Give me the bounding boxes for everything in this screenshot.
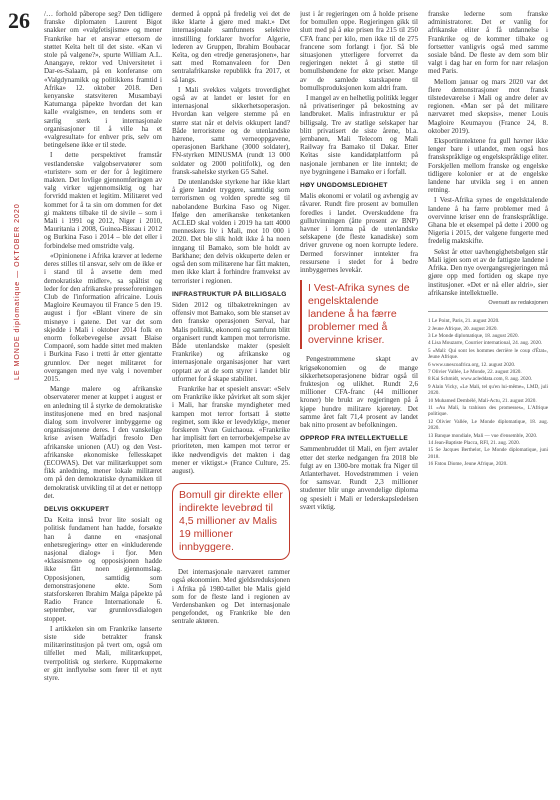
paragraph: De utenlandske styrkene har ikke klart å gjøre landet tryggere, samtidig som terrorismen og volden spredte seg til nabolandene Burkina Faso og Niger. Ifølge den amerikanske tenketanken ACLED skal volden i 2019 ha tatt 4000 menneskers liv i Mali, mot 10 000 i 2020. Det ble slik holdt ikke å ha noen inngang til Bamako, som ble holdt av Barkhane; den delvis okkuperte delen er også den som militærene har fått makten, men ikke klart å forhindre framvekst av terrorister i regionen. bbox=[172, 178, 290, 285]
section-heading: HØY UNGDOMSLEDIGHET bbox=[300, 182, 388, 190]
footnote: 4 Lisa Mouzarre, Courrier international, 24. aug. 2020. bbox=[428, 340, 543, 347]
paragraph: Frankrike har et spesielt ansvar: «Selv om Frankrike ikke påvirket alt som skjer i Mali, har franske myndigheter med kampen mot terror fortsatt å støtte regimet, som ikke er levedyktig», mener forskeren Yvan Guichaoua. «Frankrike har implisitt ført en terrorbekjempelse av prioriteten, men kampen mot terror er ikke nødvendigvis det makten i dag mener er viktigst.» (France Culture, 25. august). bbox=[172, 384, 290, 475]
footnote: 2 Jeune Afrique, 20. august 2020. bbox=[428, 325, 498, 332]
paragraph: Sammenbruddet til Mali, en fjerr avtaler etter det sterke nedgangen fra 2018 ble fulgt av en 1300-bre mottak fra Niger til Atlanterhavet. Hovedstrømmen i veien for samsvar. Rundt 2,3 millioner studenter blir unge anvendelige diploma og spesielt i Mali er lederskapsledelsen svært viktig. bbox=[300, 445, 418, 511]
footnote: 8 Kai Schmidt, www.acleddata.com, 8. aug. 2020. bbox=[428, 376, 533, 383]
paragraph: I Vest-Afrika synes de engelsktalende landene å ha færre problemer med å overvinne kriser enn de franskspråklige. Ghana ble et eksempel på dette i 2000 og Nigeria i 2015, der valgene fungerte med fredelig maktskifte. bbox=[428, 196, 548, 246]
pull-quote: I Vest-Afrika synes de engelsktalende landene å ha færre problemer med å overvinne kriser. bbox=[300, 280, 418, 349]
paragraph: Da Keita innså hvor lite sosialt og politisk fundament han hadde, forsøkte han å danne en «nasjonal enhetsregjering» etter en «inkluderende nasjonal dialog» i fjor. Men «klassismen» og opposisjonen hadde ikke fått noen gjennomslag. Opposisjonen, samtidig som demonstrasjonene økte. Som statsforskeren Ibrahim Maïga påpekte på Radio France Internationale 6. september, var grunnlovsdialogen stoppet. bbox=[44, 516, 162, 623]
footnote: 5 «Mali: Qui sont les hommes derrière le coup d'État», Jeune Afrique. bbox=[428, 347, 548, 361]
paragraph: Siden 2012 og tilbaketrekningen av offensiv mot Bamako, som ble stanset av den franske operasjonen Serval, har Malis politikk, økonomi og samfunn blitt organisert rundt kampen mot terrorisme. Både utenlandske makter (spesielt Frankrike) og afrikanske og internasjonale organisasjoner har vært opptatt av at de som styrer i landet blir utformet for å skape stabilitet. bbox=[172, 300, 290, 383]
page-number: 26 bbox=[8, 8, 30, 33]
paragraph: Det internasjonale nærværet rammer også økonomien. Med gjeldsreduksjonen i Afrika på 1980-tallet ble Malis gjeld som for de fleste land i regionen av Verdensbanken og Det internasjonale pengefondet, og Frankrike ble den sentrale aktøren. bbox=[172, 568, 290, 626]
translation-credit: Oversatt av redaksjonen bbox=[488, 299, 548, 306]
paragraph: Eksportinntektene fra gull havner ikke lenger bare i utlandet, men også hos franskspråklige og engelskspråklige eliter. Forskjellen mellom franske og engelske tidligere kolonier er at de engelske landene har utvikla seg i en annen retning. bbox=[428, 137, 548, 195]
footnote: 10 Muhamed Dembélé, Mali-Actu, 21. august 2020. bbox=[428, 397, 537, 404]
paragraph: dermed å oppnå på fredelig vei det de ikke klarte å gjøre med makt.» Det internasjonale samfunnets selektive innstilling forklarer hvorfor Algerie, lederen av Gruppen, Ibrahim Boubacar Keïta, og den «tredje generasjonen», har satt med Romanvaleen for Den sentralafrikanske republikk fra 2017, et så langs. bbox=[172, 10, 290, 84]
column-3 bbox=[300, 10, 418, 790]
paragraph: Sekst år etter uavhengighetsbølgen står Mali igjen som et av de fattigste landene i Afrika. Den nye overgangsregjeringen må gjøre opp med fortiden og skape nye institusjoner. «Det er nå eller aldri», sier afrikanske intellektuelle. bbox=[428, 247, 548, 297]
paragraph: Pengestrømmene skapt av krigsøkonomien og de mange sikkerhetsoperasjonene bidrar også til fruktesjon og ulikhet. Rundt 2,6 millioner CFA-franc (44 millioner kroner) ble brukt av regjeringen på å kjøpe hundre militære kjøretøy. Det samme året falt 71,4 prosent av landet bak nitto prosent av befolkningen. bbox=[300, 355, 418, 429]
footnotes bbox=[428, 318, 548, 468]
section-heading: OPPROP FRA INTELLEKTUELLE bbox=[300, 435, 408, 443]
paragraph: «Opinionene i Afrika kræver at lederne deres stilles til ansvar, selv om de ikke er i stand til å avsette dem med demokratiske midler», sa spåltist og leder for den afrikanske presseforeningen Club de l'information africaine. Louis Magloire Keumayou til France 5 den 19. august i fjor «Blant vinere de sin misnøye i gatene. Det var det som skjedde i Mali i oktober 2014 folk en enorm folkebevegelse avsatt Blaise Compaoré, som hadde sittet med makten i Burkina Faso i tretti år etter gjentatte grunnlov. Der neget militæret for overgangen med nye valg i november 2015. bbox=[44, 251, 162, 383]
section-heading: DELVIS OKKUPERT bbox=[44, 505, 110, 513]
column-4 bbox=[428, 10, 548, 790]
footnote: 1 Le Point, Paris, 21. august 2020. bbox=[428, 318, 500, 325]
pull-quote: Bomull gir direkte eller indirekte levebrød til 4,5 millioner av Malis 19 millioner innbyggere. bbox=[172, 483, 290, 560]
column-1 bbox=[44, 10, 162, 790]
paragraph: I mangel av en helhetlig politikk legger nå privatiseringer på bekostning av landbruket. Malis infrastruktur er på billigsalg. Tre av statlige selskaper har blitt privatisert de siste årene, bl.a. jernbanen, Mali Telecom og Mali Railway fra Bamako til Dakar. Etter Keïtas siste kandidatplattform på nasjonale jernbanen er lite inntekt; de nye bygningene i Bamako er i forfall. bbox=[300, 94, 418, 176]
paragraph: I artikkelen sin om Frankrike lanserte siste side betrakter fransk militærinstitusjon på tvert om, også om tilfellet med Mali, militærkuppet, tverrpolitisk og sterkere. Kuppmakerne er gitt innflytelse som fører til et nytt styre. bbox=[44, 624, 162, 683]
footnote: 9 Alain Vicky, «Le Mali, tel qu'en lui-même», LMD, juli 2020. bbox=[428, 383, 548, 397]
divider bbox=[428, 311, 548, 312]
paragraph: just i år regjeringen om å holde prisene for bomullen oppe. Regjeringen gikk til slutt med på å øke prisen fra 215 til 250 CFA franc per kilo, men ikke til de 275 francene som forlangt i fjor. Så ble situasjonen ytterligere forverret da regjeringen nektet å gi støtte til bomullsbøndene for økte priser. Mange av de samlede statskapene til bomullsproduksjonen kom aldri fram. bbox=[300, 10, 418, 92]
footnote: 14 Jean-Baptiste Placca, RFI, 21. aug. 2020. bbox=[428, 440, 521, 447]
column-2 bbox=[172, 10, 290, 790]
paragraph: Malis økonomi er volatil og avhengig av råvarer. Rundt fire prosent av bomullen foredles i landet. Overskuddene fra gullutvinningen (åtte prosent av BNP) havner i lomma på de utenlandske selskapene (de fleste kanadiske) som driver gruvene og noen korrupte ledere. Dermed forsvinner inntekter fra ressursene i stedet for å bedre innbyggernes levekår. bbox=[300, 192, 418, 275]
footnote: 15 Se Jacques Berthelot, Le Monde diplomatique, juni 2018. bbox=[428, 447, 548, 460]
footnote: 11 «Au Mali, la trahison des promesses», L'Afrique politique. bbox=[428, 404, 548, 418]
footnote: 16 Fatou Diome, Jeune Afrique, 2020. bbox=[428, 461, 508, 468]
side-label-text: LE MONDE diplomatique — OKTOBER 2020 bbox=[14, 203, 21, 380]
paragraph: /… forhold påberope seg? Den tidligere franske diplomaten Laurent Bigot snakker om «valgfetisjisme» og mener Frankrike har et ansvar ettersom de støttet Keïta helt til det siste. «Kan vi stole på valgene?», spurte William A.L. Anangaye, rektor ved Universitetet i Dar-es-Salaam, på en konferanse om «Valgdynamikk og politikkens framtid i Afrika» 12. oktober 2018. Den kenyanske statsviteren Musambayi Katumanga påpekte hvordan det kan kalle «valgisme», en tendens som er særlig sterk i internasjonale organisasjoner til å ville ha et «valgresultat» for enhver pris, selv om betingelsene ikke er til stede. bbox=[44, 10, 162, 150]
paragraph: Mellom januar og mars 2020 var det flere demonstrasjoner mot fransk tilstedeværelse i Mali og andre deler av regionen. «Man ser på det militære nærværet med skepsis», mener Louis Magloire Keumayou (France 24, 8. oktober 2019). bbox=[428, 77, 548, 135]
footnote: 13 Banque mondiale, Mali — vue d'ensemble, 2020. bbox=[428, 432, 538, 439]
section-heading: INFRASTRUKTUR PÅ BILLIGSALG bbox=[172, 290, 287, 298]
footnote: 12 Olivier Vallée, Le Monde diplomatique, 18. aug. 2020. bbox=[428, 418, 548, 432]
paragraph: I Mali svekkes valgets troverdighet også av at landet er løstet for en internasjonal sikkerhetsoperasjon. Hvordan kan velgere stemme på en større stat når et delvis okkupert land? Både terroristene og de utenlandske hærene, samt verneoppgavene, operasjonen Barkhane (3000 soldater), FN-styrken MINUSMA (rundt 13 000 soldater og 2000 politifolk), og den fransk-sahelske styrken G5 Sahel. bbox=[172, 85, 290, 176]
footnote: 3 Le Monde diplomatique, 18. august 2020. bbox=[428, 332, 519, 339]
footnote: 6 www.unescoafrica.org, 12. august 2020. bbox=[428, 361, 516, 368]
paragraph: I dette perspektivet framstår vestlandenske valgobservatører som «turister» som er der for å legitimere makten. Det lovlige gjennomføringen av valg virker ugjennomsiktig og har forvridd makten et legitim. Militæret ved kommet for å ta sin om dommen for det gi maktens tilbake til de sivile – som i Mali i 1991 og 2012, Niger i 2010, Mauritania i 2008, Guinea-Bissau i 2012 og Burkina Faso i 2014 – ble det eller i forbindelse med omstridte valg. bbox=[44, 151, 162, 250]
footnote: 7 Olivier Vallée, Le Monde, 22. august 2020. bbox=[428, 368, 522, 375]
paragraph: franske lederne som franske administratorer. Det er vanlig for afrikanske eliter å få utdannelse i Frankrike og de kommer tilbake og fortsetter vanligvis også med samme sosiale bånd. De fleste av dem som blir valgt i dag har en form for nær relasjon med Paris. bbox=[428, 10, 548, 76]
side-running-label bbox=[14, 120, 28, 380]
paragraph: Mange malere og afrikanske observatører mener at kuppet i august er en anledning til å styrke de demokratiske institusjonene med en bred nasjonal dialog som involverer innbyggerne og organisasjonene deres. I den vanskelige krise avisen Walfadjri fresolo Den afrikanske unionen (AU) og den Vest-afrikanske økonomiske fellesskapet (ECOWAS). Det var militærkuppet som fikk anledning, mener lokale militæret om på den demokratiske dynamikken til demokratisk utvikling til at det er nettopp det. bbox=[44, 385, 162, 500]
